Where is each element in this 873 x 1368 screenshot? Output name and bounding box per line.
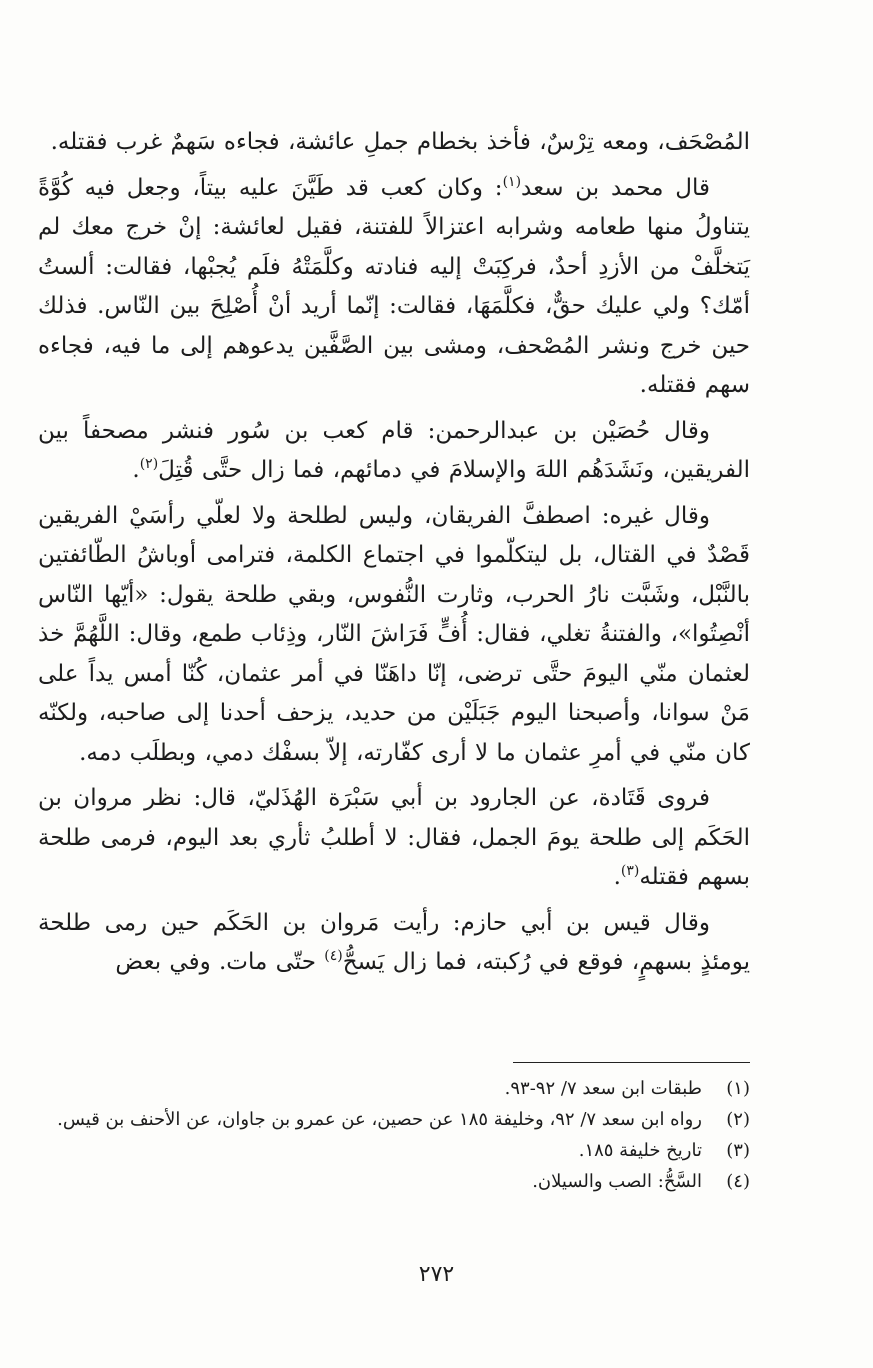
footnote-item [38, 1135, 750, 1166]
paragraph-text: المُصْحَف، ومعه تِرْسٌ، فأخذ بخطام جملِ عائشة، فجاءه سَهمٌ غرب فقتله. [50, 129, 750, 155]
footnote-number: (١) [726, 1078, 750, 1099]
paragraph-text: وقال غيره: اصطفَّ الفريقان، وليس لطلحة ولا لعلّي رأسَيْ الفريقين قَصْدٌ في القتال، بل ليتكلّموا في اجتماع الكلمة، فترامى أوباشُ الطّائفتين بالنَّبْل، وشَبَّت نارُ الحرب، وثارت النُّفوس، وبقي طلحة يقول: «أيّها النّاس أنْصِتُوا»، والفتنةُ تغلي، فقال: أُفٍّ فَرَاشَ النّار، وذِئاب طمع، وقال: اللَّهُمَّ خذ لعثمان منّي اليومَ حتَّى ترضى، إنّا داهَنّا في أمر عثمان، كُنّا أمس يداً على مَنْ سوانا، وأصبحنا اليوم جَبَلَيْن من حديد، يزحف أحدنا إلى صاحبه، ولكنّه كان منّي في أمرِ عثمان ما لا أرى كفّارته، إلاّ بسفْك دمي، وبطلَب دمه. [38, 502, 750, 766]
footnote-number: (٢) [726, 1109, 750, 1130]
paragraph [38, 904, 750, 983]
paragraph-text: فروى قَتَادة، عن الجارود بن أبي سَبْرَة الهُذَليّ، قال: نظر مروان بن الحَكَم إلى طلحة يومَ الجمل، فقال: لا أطلبُ ثأري بعد اليوم، فرمى طلحة بسهم فقتله [38, 785, 750, 890]
footnote-text: تاريخ خليفة ١٨٥. [578, 1140, 702, 1161]
footnote-divider [513, 1062, 750, 1063]
main-text [38, 123, 750, 989]
paragraph-text: قال محمد بن سعد [521, 174, 710, 201]
paragraph-text: . [613, 864, 621, 890]
paragraph-text: . [132, 457, 140, 483]
footnote-text: رواه ابن سعد ٧/ ٩٢، وخليفة ١٨٥ عن حصين، عن عمرو بن جاوان، عن الأحنف بن قيس. [57, 1109, 702, 1130]
footnote-item [38, 1166, 750, 1197]
footnote-marker: (٢) [139, 456, 159, 472]
footnote-item [38, 1104, 750, 1135]
footnotes [38, 1073, 750, 1197]
paragraph-text: وقال حُصَيْن بن عبدالرحمن: قام كعب بن سُور فنشر مصحفاً بين الفريقين، ونَشَدَهُم اللهَ والإسلامَ في دمائهم، فما زال حتَّى قُتِلَ [38, 417, 750, 483]
paragraph-text: حتّى مات. وفي بعض [115, 949, 325, 975]
footnote-text: السَّحُّ: الصب والسيلان. [532, 1171, 702, 1192]
paragraph [38, 123, 750, 163]
paragraph-text: وقال قيس بن أبي حازم: رأيت مَروان بن الحَكَم حين رمى طلحة يومئذٍ بسهمٍ، فوقع في رُكبته، فما زال يَسحُّ [38, 909, 750, 975]
footnote-text: طبقات ابن سعد ٧/ ٩٢-٩٣. [504, 1078, 702, 1099]
footnote-number: (٤) [726, 1171, 750, 1192]
footnote-item [38, 1073, 750, 1104]
page-number: ٢٧٢ [418, 1262, 455, 1287]
footnote-marker: (٤) [324, 948, 343, 964]
footnote-marker: (٣) [620, 863, 640, 879]
paragraph [38, 169, 750, 406]
paragraph-text: : وكان كعب قد طَيَّنَ عليه بيتاً، وجعل فيه كُوَّةً يتناولُ منها طعامه وشرابه اعتزالاً للفتنة، فقيل لعائشة: إنْ خرج معك لم يَتخلَّفْ من الأزدِ أحدٌ، فركِبَتْ إليه فنادته وكلَّمَتْهُ فلَم يُجبْها، فقالت: ألستُ أمّك؟ ولي عليك حقٌّ، فكلَّمَهَا، فقالت: إنّما أريد أنْ أُصْلِحَ بين النّاس. فذلك حين خرج ونشر المُصْحف، ومشى بين الصَّفَّين يدعوهم إلى ما فيه، فجاءه سهم فقتله. [38, 174, 750, 398]
footnote-marker: (١) [502, 173, 522, 190]
paragraph [38, 779, 750, 898]
footnote-number: (٣) [726, 1140, 750, 1161]
paragraph [38, 412, 750, 491]
paragraph [38, 497, 750, 774]
